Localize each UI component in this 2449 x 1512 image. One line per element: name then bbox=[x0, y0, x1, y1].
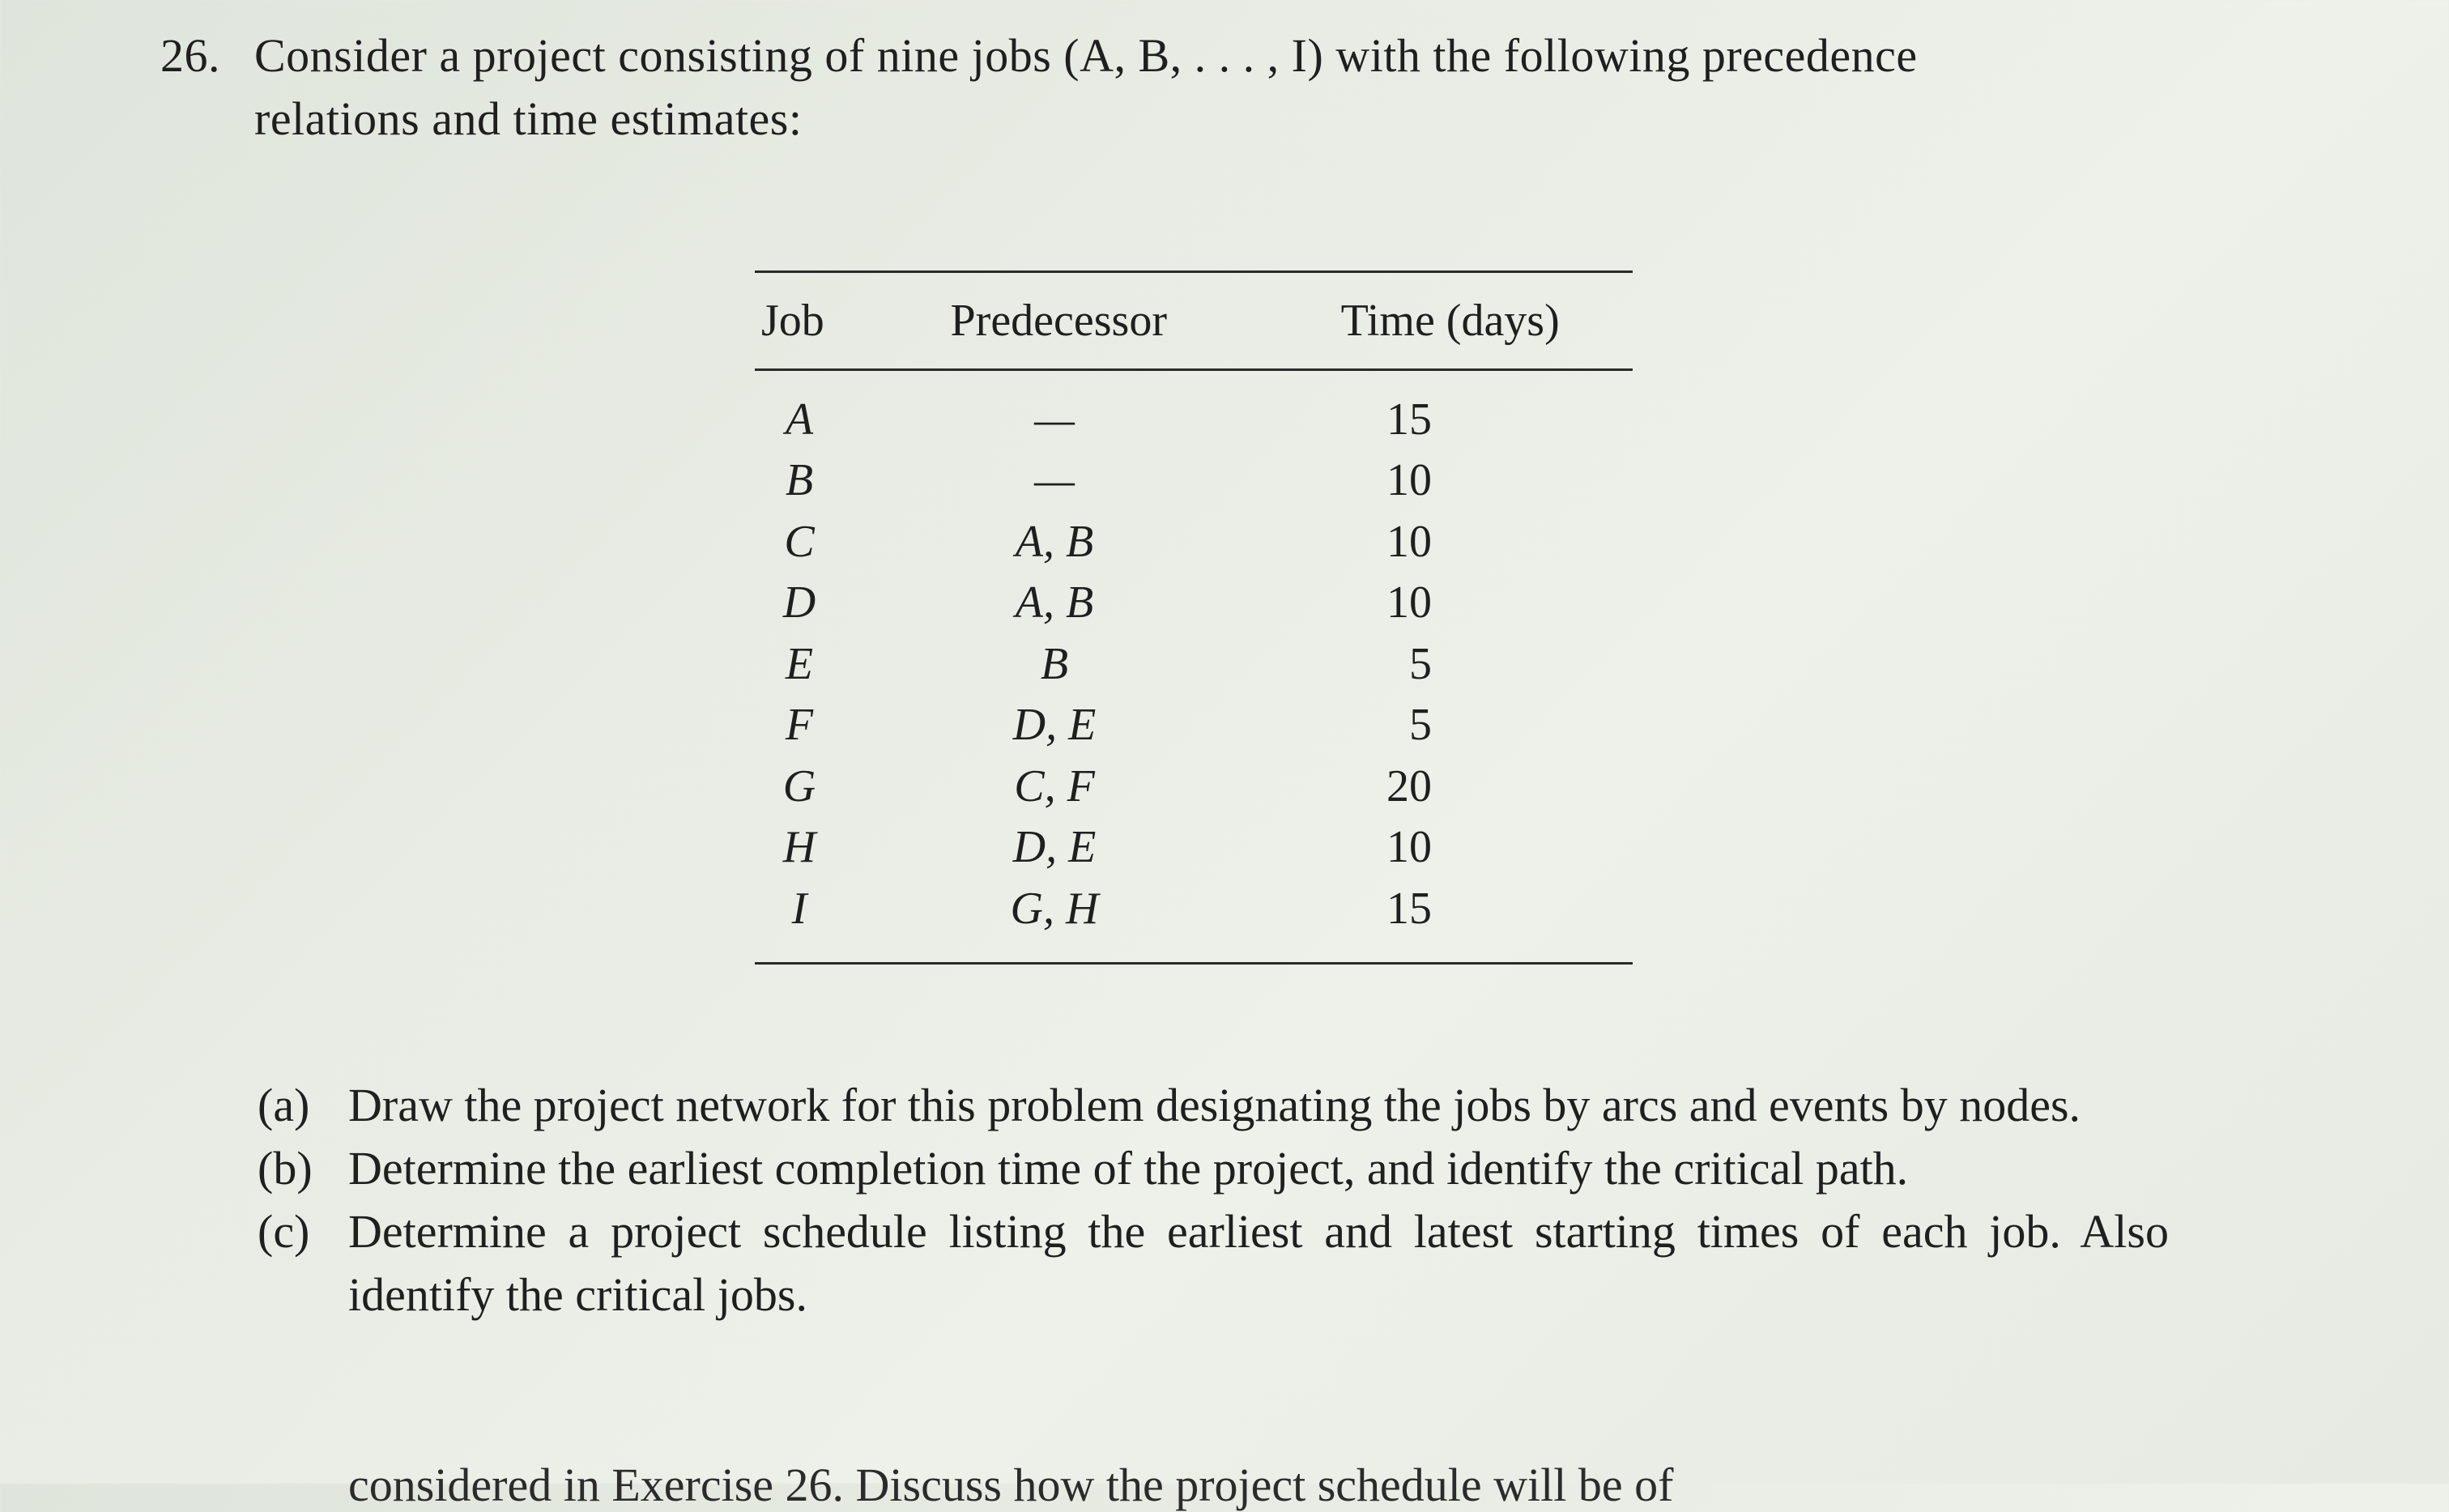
header-job: Job bbox=[761, 296, 824, 346]
part-a bbox=[258, 1074, 2169, 1137]
header-predecessor: Predecessor bbox=[950, 296, 1167, 346]
job-cell: D bbox=[782, 577, 816, 628]
predecessor-cell: A, B bbox=[1015, 516, 1094, 567]
table-row bbox=[755, 878, 1633, 939]
time-cell: 15 bbox=[1386, 883, 1432, 934]
problem-statement bbox=[160, 24, 2153, 151]
table-header-row bbox=[755, 273, 1633, 368]
predecessor-cell: A, B bbox=[1015, 577, 1094, 628]
part-label: (b) bbox=[258, 1142, 313, 1195]
job-cell: F bbox=[785, 700, 814, 751]
predecessor-cell: D, E bbox=[1012, 822, 1097, 873]
part-c bbox=[258, 1200, 2169, 1327]
table-row bbox=[755, 756, 1633, 817]
predecessor-cell: B bbox=[1040, 638, 1069, 689]
precedence-table bbox=[755, 270, 1633, 965]
job-cell: G bbox=[782, 760, 816, 811]
table-row bbox=[755, 695, 1633, 756]
predecessor-cell: D, E bbox=[1012, 700, 1097, 751]
time-cell: 10 bbox=[1386, 577, 1432, 628]
part-b bbox=[258, 1137, 2169, 1200]
predecessor-cell: — bbox=[1034, 394, 1075, 445]
time-cell: 5 bbox=[1409, 638, 1432, 689]
job-cell: B bbox=[785, 455, 814, 506]
predecessor-cell: C, F bbox=[1014, 760, 1095, 811]
part-label: (a) bbox=[258, 1079, 310, 1131]
job-cell: I bbox=[791, 883, 807, 934]
part-label: (c) bbox=[258, 1205, 310, 1258]
time-cell: 10 bbox=[1386, 516, 1432, 567]
time-cell: 15 bbox=[1386, 394, 1432, 445]
time-cell: 10 bbox=[1386, 822, 1432, 873]
table-row bbox=[755, 817, 1633, 879]
predecessor-cell: G, H bbox=[1010, 883, 1099, 934]
time-cell: 20 bbox=[1386, 760, 1432, 811]
job-cell: A bbox=[785, 394, 814, 445]
predecessor-cell: — bbox=[1034, 455, 1075, 506]
table-row bbox=[755, 450, 1633, 512]
part-text: Determine a project schedule listing the earliest and latest starting times of each job. Also identify the critical jobs. bbox=[348, 1205, 2169, 1321]
table-row bbox=[755, 389, 1633, 450]
problem-number: 26. bbox=[160, 29, 220, 82]
part-text: Draw the project network for this problem designating the jobs by arcs and events by nodes. bbox=[348, 1079, 2081, 1131]
header-time: Time (days) bbox=[1340, 296, 1560, 346]
problem-line-1 bbox=[160, 24, 2153, 87]
table-row bbox=[755, 633, 1633, 695]
job-cell: C bbox=[784, 516, 815, 567]
question-parts bbox=[258, 1074, 2169, 1327]
time-cell: 10 bbox=[1386, 455, 1432, 506]
cut-off-text-line: considered in Exercise 26. Discuss how the project schedule will be of bbox=[348, 1459, 1674, 1511]
part-text: Determine the earliest completion time of the project, and identify the critical path. bbox=[348, 1142, 1909, 1195]
table-row bbox=[755, 573, 1633, 634]
table-body bbox=[755, 371, 1633, 962]
job-cell: E bbox=[785, 638, 814, 689]
problem-text-line-1: Consider a project consisting of nine jobs (A, B, . . . , I) with the following precedence bbox=[254, 29, 1918, 82]
time-cell: 5 bbox=[1409, 700, 1432, 751]
table-row bbox=[755, 511, 1633, 573]
table-bottom-rule bbox=[755, 962, 1633, 965]
job-cell: H bbox=[782, 822, 816, 873]
problem-text-line-2: relations and time estimates: bbox=[254, 92, 803, 145]
